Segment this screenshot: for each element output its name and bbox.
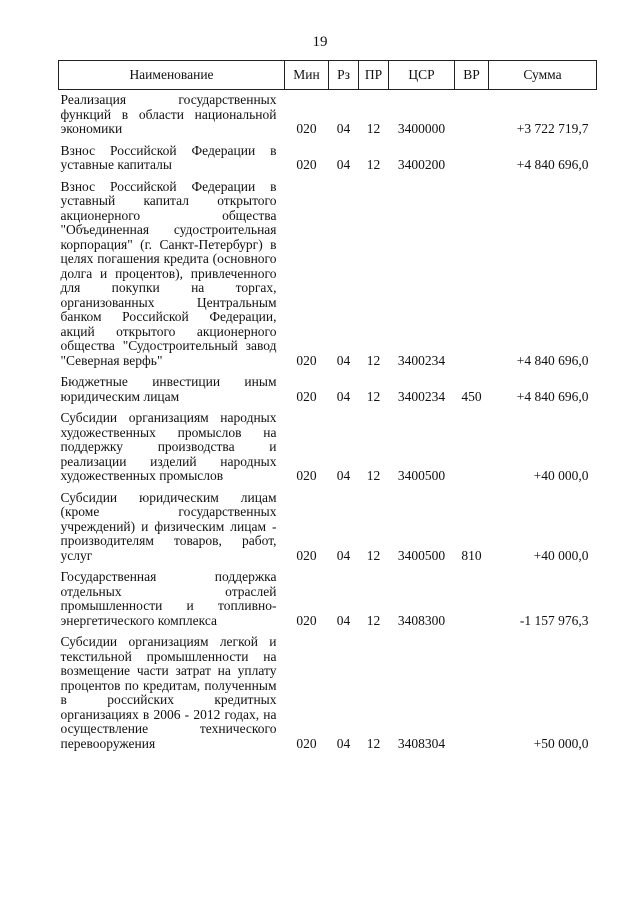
- row-min: 020: [296, 121, 317, 136]
- row-sum: +4 840 696,0: [516, 352, 589, 368]
- row-csr: 3400500: [397, 468, 446, 483]
- row-sum: +4 840 696,0: [516, 157, 589, 172]
- row-pr: 12: [366, 121, 381, 136]
- row-pr: 12: [366, 735, 381, 751]
- row-pr: 12: [366, 388, 381, 404]
- row-min: 020: [296, 157, 317, 172]
- row-rz: 04: [336, 121, 351, 136]
- row-min: 020: [296, 468, 317, 483]
- row-csr: 3408300: [397, 612, 446, 628]
- row-min: 020: [296, 612, 317, 628]
- row-min: 020: [296, 352, 317, 368]
- row-vr: [455, 632, 489, 755]
- row-csr: 3408304: [397, 735, 446, 751]
- row-vr: [455, 567, 489, 632]
- row-pr: 12: [366, 547, 381, 563]
- row-vr: [455, 141, 489, 177]
- row-min: 020: [296, 735, 317, 751]
- row-name: Взнос Российской Федерации в уставные капиталы: [60, 142, 277, 172]
- table-row: [59, 141, 597, 177]
- header-csr: ЦСР: [389, 61, 455, 90]
- table-row: [59, 408, 597, 488]
- row-name: Государственная поддержка отдельных отраслей промышленности и топливно-энергетического комплекса: [60, 569, 277, 628]
- row-pr: 12: [366, 352, 381, 368]
- row-csr: 3400234: [397, 388, 446, 404]
- row-sum: +50 000,0: [533, 735, 589, 751]
- header-rz: Рз: [329, 61, 359, 90]
- row-vr: [455, 177, 489, 373]
- budget-table: [58, 60, 597, 755]
- row-pr: 12: [366, 468, 381, 483]
- row-csr: 3400500: [397, 547, 446, 563]
- row-sum: +40 000,0: [533, 468, 589, 483]
- row-vr: [455, 90, 489, 141]
- header-pr: ПР: [359, 61, 389, 90]
- row-name: Бюджетные инвестиции иным юридическим лицам: [60, 374, 277, 404]
- row-pr: 12: [366, 157, 381, 172]
- row-rz: 04: [336, 468, 351, 483]
- row-name: Субсидии организациям легкой и текстильной промышленности на возмещение части затрат на уплату процентов по кредитам, полученным в российских кредитных организациях в 2006 - 2012 годах, на осуществление технического перевооружения: [60, 634, 277, 751]
- row-rz: 04: [336, 388, 351, 404]
- row-name: Субсидии организациям народных художественных промыслов на поддержку производства и реализации изделий народных художественных промыслов: [60, 410, 277, 483]
- header-vr: ВР: [455, 61, 489, 90]
- row-vr: [455, 408, 489, 488]
- table-row: [59, 372, 597, 408]
- row-sum: +4 840 696,0: [516, 388, 589, 404]
- row-csr: 3400200: [397, 157, 446, 172]
- table-row: [59, 567, 597, 632]
- row-rz: 04: [336, 547, 351, 563]
- row-rz: 04: [336, 157, 351, 172]
- row-vr: 810: [461, 547, 482, 563]
- table-row: [59, 488, 597, 568]
- row-name: Субсидии юридическим лицам (кроме государственных учреждений) и физическим лицам - производителям товаров, работ, услуг: [60, 489, 277, 563]
- table-header-row: [59, 61, 597, 90]
- row-min: 020: [296, 547, 317, 563]
- row-sum: +3 722 719,7: [516, 121, 589, 136]
- row-pr: 12: [366, 612, 381, 628]
- row-rz: 04: [336, 352, 351, 368]
- row-rz: 04: [336, 612, 351, 628]
- row-name: Взнос Российской Федерации в уставный капитал открытого акционерного общества "Объединенная судостроительная корпорация" (г. Санкт-Петербург) в целях погашения кредита (основного долга и процентов), привлеченного для покупки на торгах, организованных Центральным банком Российской Федерации, акций открытого акционерного общества "Судостроительный завод "Северная верфь": [60, 178, 277, 368]
- table-row: [59, 90, 597, 141]
- page-number: 19: [312, 34, 328, 50]
- row-csr: 3400234: [397, 352, 446, 368]
- header-sum: Сумма: [489, 61, 597, 90]
- table-row: [59, 177, 597, 373]
- table-row: [59, 632, 597, 755]
- row-min: 020: [296, 388, 317, 404]
- row-name: Реализация государственных функций в области национальной экономики: [60, 92, 277, 136]
- header-min: Мин: [285, 61, 329, 90]
- row-sum: -1 157 976,3: [519, 612, 589, 628]
- row-sum: +40 000,0: [533, 547, 589, 563]
- header-name: Наименование: [59, 61, 285, 90]
- row-csr: 3400000: [397, 121, 446, 136]
- row-rz: 04: [336, 735, 351, 751]
- row-vr: 450: [461, 388, 482, 404]
